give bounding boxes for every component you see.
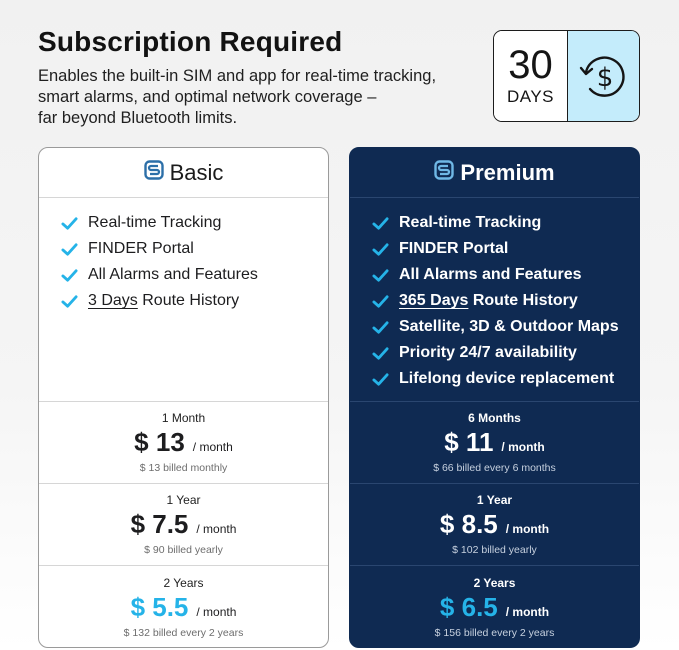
- feature-item: [372, 210, 639, 236]
- checkmark-icon: [372, 371, 389, 388]
- feature-label: Lifelong device replacement: [399, 370, 615, 387]
- price-row: [440, 509, 549, 540]
- feature-label: Real-time Tracking: [399, 214, 542, 231]
- price-option[interactable]: [350, 484, 639, 566]
- billing-period: 2 Years: [473, 575, 516, 590]
- monthly-price: $ 5.5: [130, 591, 189, 622]
- subtitle-line: smart alarms, and optimal network coverage –: [38, 88, 377, 106]
- monthly-price: $ 6.5: [439, 591, 498, 622]
- billing-period: 1 Month: [161, 411, 206, 425]
- basic-plan-header: [39, 148, 328, 198]
- price-option[interactable]: [350, 566, 639, 648]
- subtitle-line: Enables the built-in SIM and app for real-time tracking,: [38, 67, 437, 85]
- billing-note: $ 132 billed every 2 years: [123, 626, 244, 639]
- checkmark-icon: [372, 241, 389, 258]
- feature-item: [61, 262, 328, 288]
- feature-text: [399, 318, 619, 336]
- subtitle-line: far beyond Bluetooth limits.: [38, 109, 238, 127]
- billing-period: 6 Months: [468, 411, 521, 425]
- plan-name: Premium: [460, 159, 555, 185]
- feature-text: [88, 266, 258, 284]
- feature-label: FINDER Portal: [399, 240, 509, 257]
- billing-period: 1 Year: [166, 493, 201, 507]
- feature-item: [372, 236, 639, 262]
- feature-text: [399, 266, 582, 284]
- feature-label: Satellite, 3D & Outdoor Maps: [399, 318, 619, 335]
- price-unit: / month: [192, 440, 233, 454]
- feature-text: [88, 292, 239, 310]
- pricing-tiers: [39, 401, 328, 648]
- billing-note: $ 90 billed yearly: [144, 544, 223, 556]
- price-option[interactable]: [39, 484, 328, 566]
- feature-highlight: 365 Days: [399, 292, 469, 309]
- price-row: [440, 592, 549, 623]
- feature-label: All Alarms and Features: [399, 266, 582, 283]
- feature-label: Route History: [468, 292, 578, 309]
- billing-period: 2 Years: [163, 575, 204, 590]
- header: [38, 26, 488, 129]
- feature-list: [39, 198, 328, 401]
- price-row: [134, 427, 233, 458]
- feature-text: [399, 370, 614, 388]
- feature-item: [372, 288, 639, 314]
- price-unit: / month: [505, 604, 550, 619]
- monthly-price: $ 7.5: [130, 509, 189, 539]
- price-unit: / month: [196, 522, 237, 536]
- checkmark-icon: [372, 319, 389, 336]
- price-option[interactable]: [39, 566, 328, 648]
- feature-text: [399, 344, 577, 362]
- price-unit: / month: [196, 604, 237, 619]
- price-option[interactable]: [350, 402, 639, 484]
- premium-plan-header: [350, 148, 639, 198]
- feature-item: [372, 262, 639, 288]
- price-row: [444, 427, 545, 458]
- feature-item: [61, 288, 328, 314]
- price-option[interactable]: [39, 402, 328, 484]
- monthly-price: $ 8.5: [439, 509, 498, 539]
- feature-highlight: 3 Days: [88, 292, 138, 309]
- feature-label: All Alarms and Features: [88, 266, 258, 283]
- days-number: 30: [508, 43, 553, 87]
- brand-logo-icon: [144, 160, 164, 185]
- checkmark-icon: [372, 293, 389, 310]
- checkmark-icon: [61, 241, 78, 258]
- page-subtitle: [38, 66, 488, 129]
- feature-item: [61, 236, 328, 262]
- refund-dollar-icon: [567, 31, 639, 121]
- money-back-badge: [493, 30, 640, 122]
- monthly-price: $ 13: [134, 427, 185, 457]
- feature-item: [61, 210, 328, 236]
- price-unit: / month: [501, 440, 545, 454]
- price-row: [131, 509, 237, 540]
- feature-label: Route History: [137, 292, 240, 309]
- feature-text: [399, 214, 541, 232]
- billing-note: $ 13 billed monthly: [139, 462, 228, 474]
- plan-name: Basic: [169, 159, 224, 185]
- brand-logo-icon: [434, 160, 454, 185]
- monthly-price: $ 11: [444, 427, 494, 457]
- pricing-tiers: [350, 401, 639, 648]
- billing-note: $ 156 billed every 2 years: [434, 626, 555, 639]
- feature-text: [88, 214, 221, 232]
- billing-note: $ 102 billed yearly: [452, 544, 537, 556]
- billing-note: $ 66 billed every 6 months: [433, 462, 556, 474]
- premium-plan-card[interactable]: [349, 147, 640, 648]
- billing-period: 1 Year: [476, 493, 513, 507]
- price-row: [131, 592, 237, 623]
- days-counter: [494, 31, 567, 121]
- feature-label: FINDER Portal: [88, 240, 194, 257]
- page-title: Subscription Required: [38, 26, 343, 57]
- checkmark-icon: [61, 267, 78, 284]
- feature-list: [350, 198, 639, 401]
- feature-text: [399, 292, 578, 310]
- price-unit: / month: [505, 522, 550, 536]
- svg-text:$: $: [596, 63, 613, 93]
- checkmark-icon: [61, 293, 78, 310]
- feature-item: [372, 366, 639, 392]
- feature-label: Real-time Tracking: [88, 214, 222, 231]
- checkmark-icon: [372, 345, 389, 362]
- feature-item: [372, 314, 639, 340]
- checkmark-icon: [61, 215, 78, 232]
- feature-label: Priority 24/7 availability: [399, 344, 577, 361]
- checkmark-icon: [372, 267, 389, 284]
- feature-text: [399, 240, 508, 258]
- feature-item: [372, 340, 639, 366]
- days-label: DAYS: [506, 87, 555, 106]
- checkmark-icon: [372, 215, 389, 232]
- basic-plan-card[interactable]: [38, 147, 329, 648]
- feature-text: [88, 240, 194, 258]
